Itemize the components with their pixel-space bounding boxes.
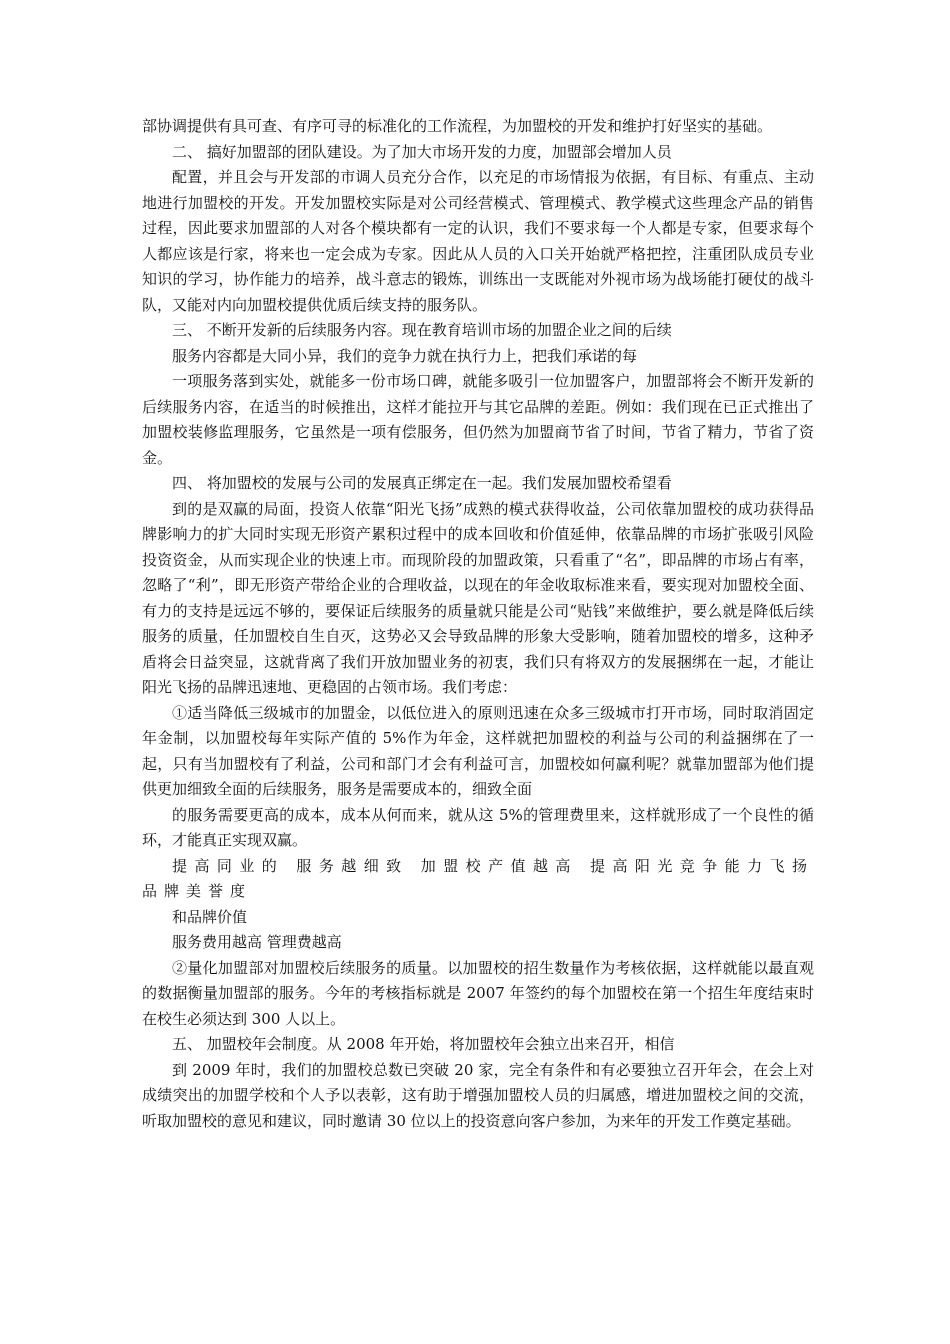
paragraph-1: 部协调提供有具可查、有序可寻的标准化的工作流程，为加盟校的开发和维护打好坚实的基础。 bbox=[142, 117, 773, 135]
paragraph-2: 二、 搞好加盟部的团队建设。为了加大市场开发的力度，加盟部会增加人员 bbox=[172, 142, 672, 161]
paragraph-15: 五、 加盟校年会制度。从 2008 年开始，将加盟校年会独立出来召开，相信 bbox=[172, 1035, 675, 1053]
paragraph-7: 四、 将加盟校的发展与公司的发展真正绑定在一起。我们发展加盟校希望看 bbox=[172, 474, 672, 492]
paragraph-12: 和品牌价值 bbox=[172, 907, 248, 926]
paragraph-16: 到 2009 年时，我们的加盟校总数已突破 20 家，完全有条件和有必要独立召开年会，在会上对成绩突出的加盟学校和个人予以表彰，这有助于增强加盟校人员的归属感，增进加盟校之间的交流，听取加盟校的意见和建议，同时邀请 30 位以上的投资意向客户参加，为来年的开发工作奠定基础。 bbox=[142, 1060, 814, 1130]
paragraph-11: 提高同业的 服务越细致 加盟校产值越高 提高阳光竞争能力飞扬品牌美誉度 bbox=[142, 856, 814, 900]
paragraph-9: ①适当降低三级城市的加盟金，以低位进入的原则迅速在众多三级城市打开市场，同时取消固定年金制，以加盟校每年实际产值的 5%作为年金，这样就把加盟校的利益与公司的利益捆绑在了一起，只有当加盟校有了利益，公司和部门才会有利益可言，加盟校如何赢利呢？就靠加盟部为他们提供更加细致全面的后续服务，服务是需要成本的，细致全面 bbox=[142, 703, 814, 798]
paragraph-13: 服务费用越高 管理费越高 bbox=[172, 933, 342, 951]
paragraph-6: 一项服务落到实处，就能多一份市场口碑，就能多吸引一位加盟客户，加盟部将会不断开发新的后续服务内容，在适当的时候推出，这样才能拉开与其它品牌的差距。例如：我们现在已正式推出了加盟校装修监理服务，它虽然是一项有偿服务，但仍然为加盟商节省了时间，节省了精力，节省了资金。 bbox=[142, 372, 814, 467]
paragraph-14: ②量化加盟部对加盟校后续服务的质量。以加盟校的招生数量作为考核依据，这样就能以最直观的数据衡量加盟部的服务。今年的考核指标就是 2007 年签约的每个加盟校在第一个招生年度结束时在校生必须达到 300 人以上。 bbox=[142, 958, 814, 1028]
paragraph-3: 配置，并且会与开发部的市调人员充分合作，以充足的市场情报为依据，有目标、有重点、主动地进行加盟校的开发。开发加盟校实际是对公司经营模式、管理模式、教学模式这些理念产品的销售过程，因此要求加盟部的人对各个模块都有一定的认识，我们不要求每一个人都是专家，但要求每个人都应该是行家，将来也一定会成为专家。因此从人员的入口关开始就严格把控，注重团队成员专业知识的学习，协作能力的培养，战斗意志的锻炼，训练出一支既能对外视市场为战场能打硬仗的战斗队，又能对内向加盟校提供优质后续支持的服务队。 bbox=[142, 168, 814, 314]
paragraph-8: 到的是双赢的局面，投资人依靠“阳光飞扬”成熟的模式获得收益，公司依靠加盟校的成功获得品牌影响力的扩大同时实现无形资产累积过程中的成本回收和价值延伸，依靠品牌的市场扩张吸引风险投资资金，从而实现企业的快速上市。而现阶段的加盟政策，只看重了“名”，即品牌的市场占有率，忽略了“利”，即无形资产带给企业的合理收益，以现在的年金收取标准来看，要实现对加盟校全面、有力的支持是远远不够的，要保证后续服务的质量就只能是公司“贴钱”来做维护，要么就是降低后续服务的质量，任加盟校自生自灭，这势必又会导致品牌的形象大受影响，随着加盟校的增多，这种矛盾将会日益突显，这就背离了我们开放加盟业务的初衷，我们只有将双方的发展捆绑在一起，才能让阳光飞扬的品牌迅速地、更稳固的占领市场。我们考虑： bbox=[142, 499, 814, 696]
document-body bbox=[142, 114, 814, 1134]
paragraph-4: 三、 不断开发新的后续服务内容。现在教育培训市场的加盟企业之间的后续 bbox=[172, 321, 672, 339]
paragraph-10: 的服务需要更高的成本，成本从何而来，就从这 5%的管理费里来，这样就形成了一个良性的循环，才能真正实现双赢。 bbox=[142, 805, 814, 849]
paragraph-5: 服务内容都是大同小异，我们的竞争力就在执行力上，把我们承诺的每 bbox=[172, 346, 638, 365]
